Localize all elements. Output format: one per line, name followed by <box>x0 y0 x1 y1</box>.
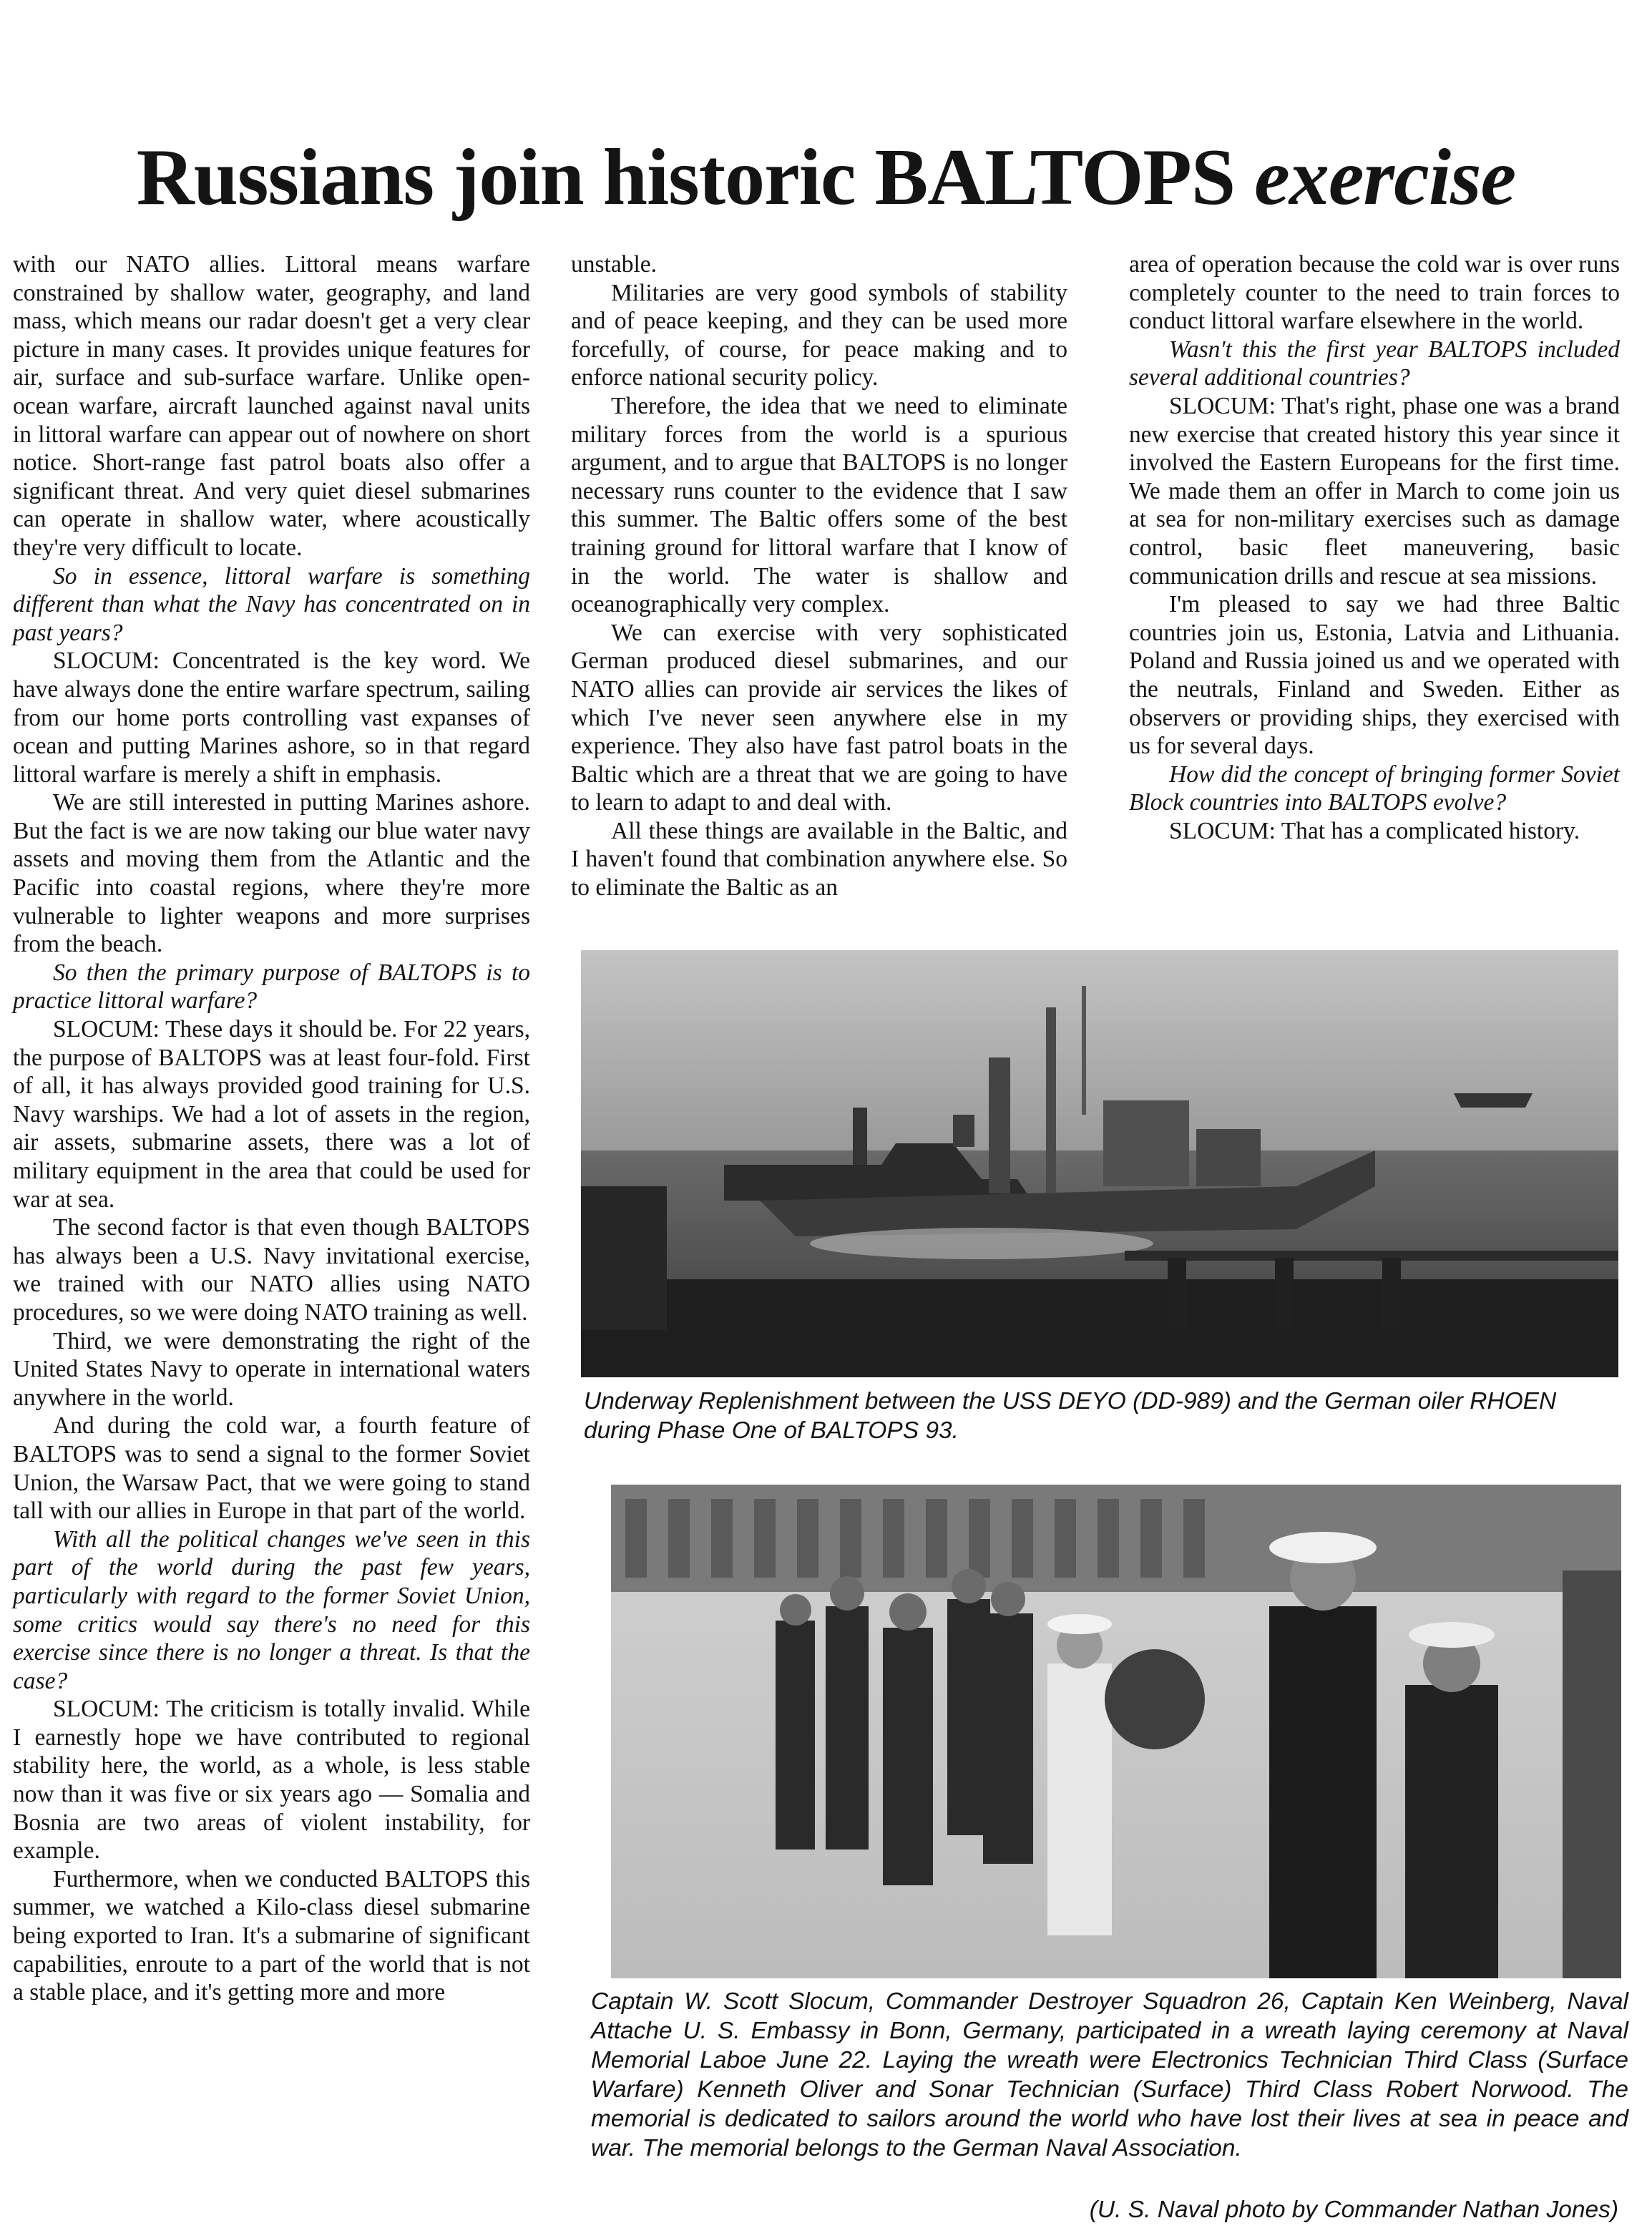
article-paragraph: unstable. <box>571 251 658 278</box>
photo-credit: (U. S. Naval photo by Commander Nathan Jones) <box>1089 2197 1618 2223</box>
article-paragraph: So then the primary purpose of BALTOPS is to practice littoral warfare? <box>13 959 530 1015</box>
article-paragraph: With all the political changes we've seen in this part of the world during the past few years, particularly with regard to the former Soviet Union, some critics would say there's no need for this exercise since there is no longer a threat. Is that the case? <box>13 1525 530 1694</box>
article-paragraph: Therefore, the idea that we need to eliminate military forces from the world is a spurious argument, and to argue that BALTOPS is no longer necessary runs counter to the evidence that I saw this summer. The Baltic offers some of the best training ground for littoral warfare that I know of in the world. The water is shallow and oceanographically very complex. <box>571 392 1067 618</box>
article-paragraph: SLOCUM: The criticism is totally invalid. While I earnestly hope we have contributed to regional stability here, the world, as a whole, is less stable now than it was five or six years ago — Somalia and Bosnia are two areas of violent instability, for example. <box>13 1696 530 1865</box>
article-paragraph: I'm pleased to say we had three Baltic countries join us, Estonia, Latvia and Lithuania. Poland and Russia joined us and we operated with the neutrals, Finland and Sweden. Either as observers or providing ships, they exercised with us for several days. <box>1129 591 1620 760</box>
ships-photo-caption: Underway Replenishment between the USS DEYO (DD-989) and the German oiler RHOEN during Phase One of BALTOPS 93. <box>584 1388 1557 1444</box>
headline-main: Russians join historic BALTOPS <box>136 133 1236 222</box>
article-paragraph: area of operation because the cold war is over runs completely counter to the need to train forces to conduct littoral warfare elsewhere in the world. <box>1129 251 1620 335</box>
article-paragraph: All these things are available in the Baltic, and I haven't found that combination anywhere else. So to eliminate the Baltic as an <box>571 817 1067 902</box>
article-paragraph: Furthermore, when we conducted BALTOPS this summer, we watched a Kilo-class diesel submarine being exported to Iran. It's a submarine of significant capabilities, enroute to a part of the world that is not a stable place, and it's getting more and more <box>13 1865 530 2006</box>
article-paragraph: We are still interested in putting Marines ashore. But the fact is we are now taking our blue water navy assets and moving them from the Atlantic and the Pacific into coastal regions, where they're more vulnerable to lighter weapons and more surprises from the beach. <box>13 789 530 958</box>
headline <box>0 131 1652 224</box>
article-paragraph: And during the cold war, a fourth feature of BALTOPS was to send a signal to the former Soviet Union, the Warsaw Pact, that we were going to stand tall with our allies in Europe in that part of the world. <box>13 1412 530 1525</box>
article-column-2 <box>571 250 1067 902</box>
article-paragraph: So in essence, littoral warfare is something different than what the Navy has concentrated on in past years? <box>13 562 530 646</box>
ships-replenishment-photo <box>581 950 1618 1377</box>
headline-italic: exercise <box>1254 133 1516 222</box>
article-paragraph: SLOCUM: Concentrated is the key word. We have always done the entire warfare spectrum, sailing from our home ports controlling vast expanses of ocean and putting Marines ashore, so in that regard littoral warfare is merely a shift in emphasis. <box>13 648 530 788</box>
article-paragraph: Third, we were demonstrating the right of the United States Navy to operate in international waters anywhere in the world. <box>13 1327 530 1411</box>
wreath-ceremony-photo <box>611 1485 1621 1978</box>
ceremony-photo-caption: Captain W. Scott Slocum, Commander Destroyer Squadron 26, Captain Ken Weinberg, Naval Attache U. S. Embassy in Bonn, Germany, participated in a wreath laying ceremony at Naval Memorial Laboe June 22. Laying the wreath were Electronics Technician Third Class (Surface Warfare) Kenneth Oliver and Sonar Technician (Surface) Third Class Robert Norwood. The memorial is dedicated to sailors around the world who have lost their lives at sea in peace and war. The memorial belongs to the German Naval Association. <box>591 1988 1628 2161</box>
article-paragraph: We can exercise with very sophisticated German produced diesel submarines, and our NATO allies can provide air services the likes of which I've never seen anywhere else in my experience. They also have fast patrol boats in the Baltic which are a threat that we are going to have to learn to adapt to and deal with. <box>571 619 1067 816</box>
article-paragraph: with our NATO allies. Littoral means warfare constrained by shallow water, geography, and land mass, which means our radar doesn't get a very clear picture in many cases. It provides unique features for air, surface and sub-surface warfare. Unlike open-ocean warfare, aircraft launched against naval units in littoral warfare can appear out of nowhere on short notice. Short-range fast patrol boats also offer a significant threat. And very quiet diesel submarines can operate in shallow water, where acoustically they're very difficult to locate. <box>13 251 530 561</box>
article-paragraph: SLOCUM: That's right, phase one was a brand new exercise that created history this year since it involved the Eastern Europeans for the first time. We made them an offer in March to come join us at sea for non-military exercises such as damage control, basic fleet maneuvering, basic communication drills and rescue at sea missions. <box>1129 392 1620 590</box>
article-paragraph: Militaries are very good symbols of stability and of peace keeping, and they can be used more forcefully, of course, for peace making and to enforce national security policy. <box>571 279 1067 391</box>
article-paragraph: The second factor is that even though BALTOPS has always been a U.S. Navy invitational exercise, we trained with our NATO allies using NATO procedures, so we were doing NATO training as well. <box>13 1214 530 1326</box>
article-paragraph: Wasn't this the first year BALTOPS included several additional countries? <box>1129 336 1620 391</box>
article-paragraph: How did the concept of bringing former Soviet Block countries into BALTOPS evolve? <box>1129 761 1620 816</box>
article-paragraph: SLOCUM: These days it should be. For 22 years, the purpose of BALTOPS was at least four-fold. First of all, it has always provided good training for U.S. Navy warships. We had a lot of assets in the region, air assets, submarine assets, there was a lot of military equipment in the area that could be used for war at sea. <box>13 1016 530 1213</box>
article-column-3 <box>1129 250 1620 845</box>
article-column-1 <box>13 250 530 2007</box>
article-paragraph: SLOCUM: That has a complicated history. <box>1169 817 1580 844</box>
